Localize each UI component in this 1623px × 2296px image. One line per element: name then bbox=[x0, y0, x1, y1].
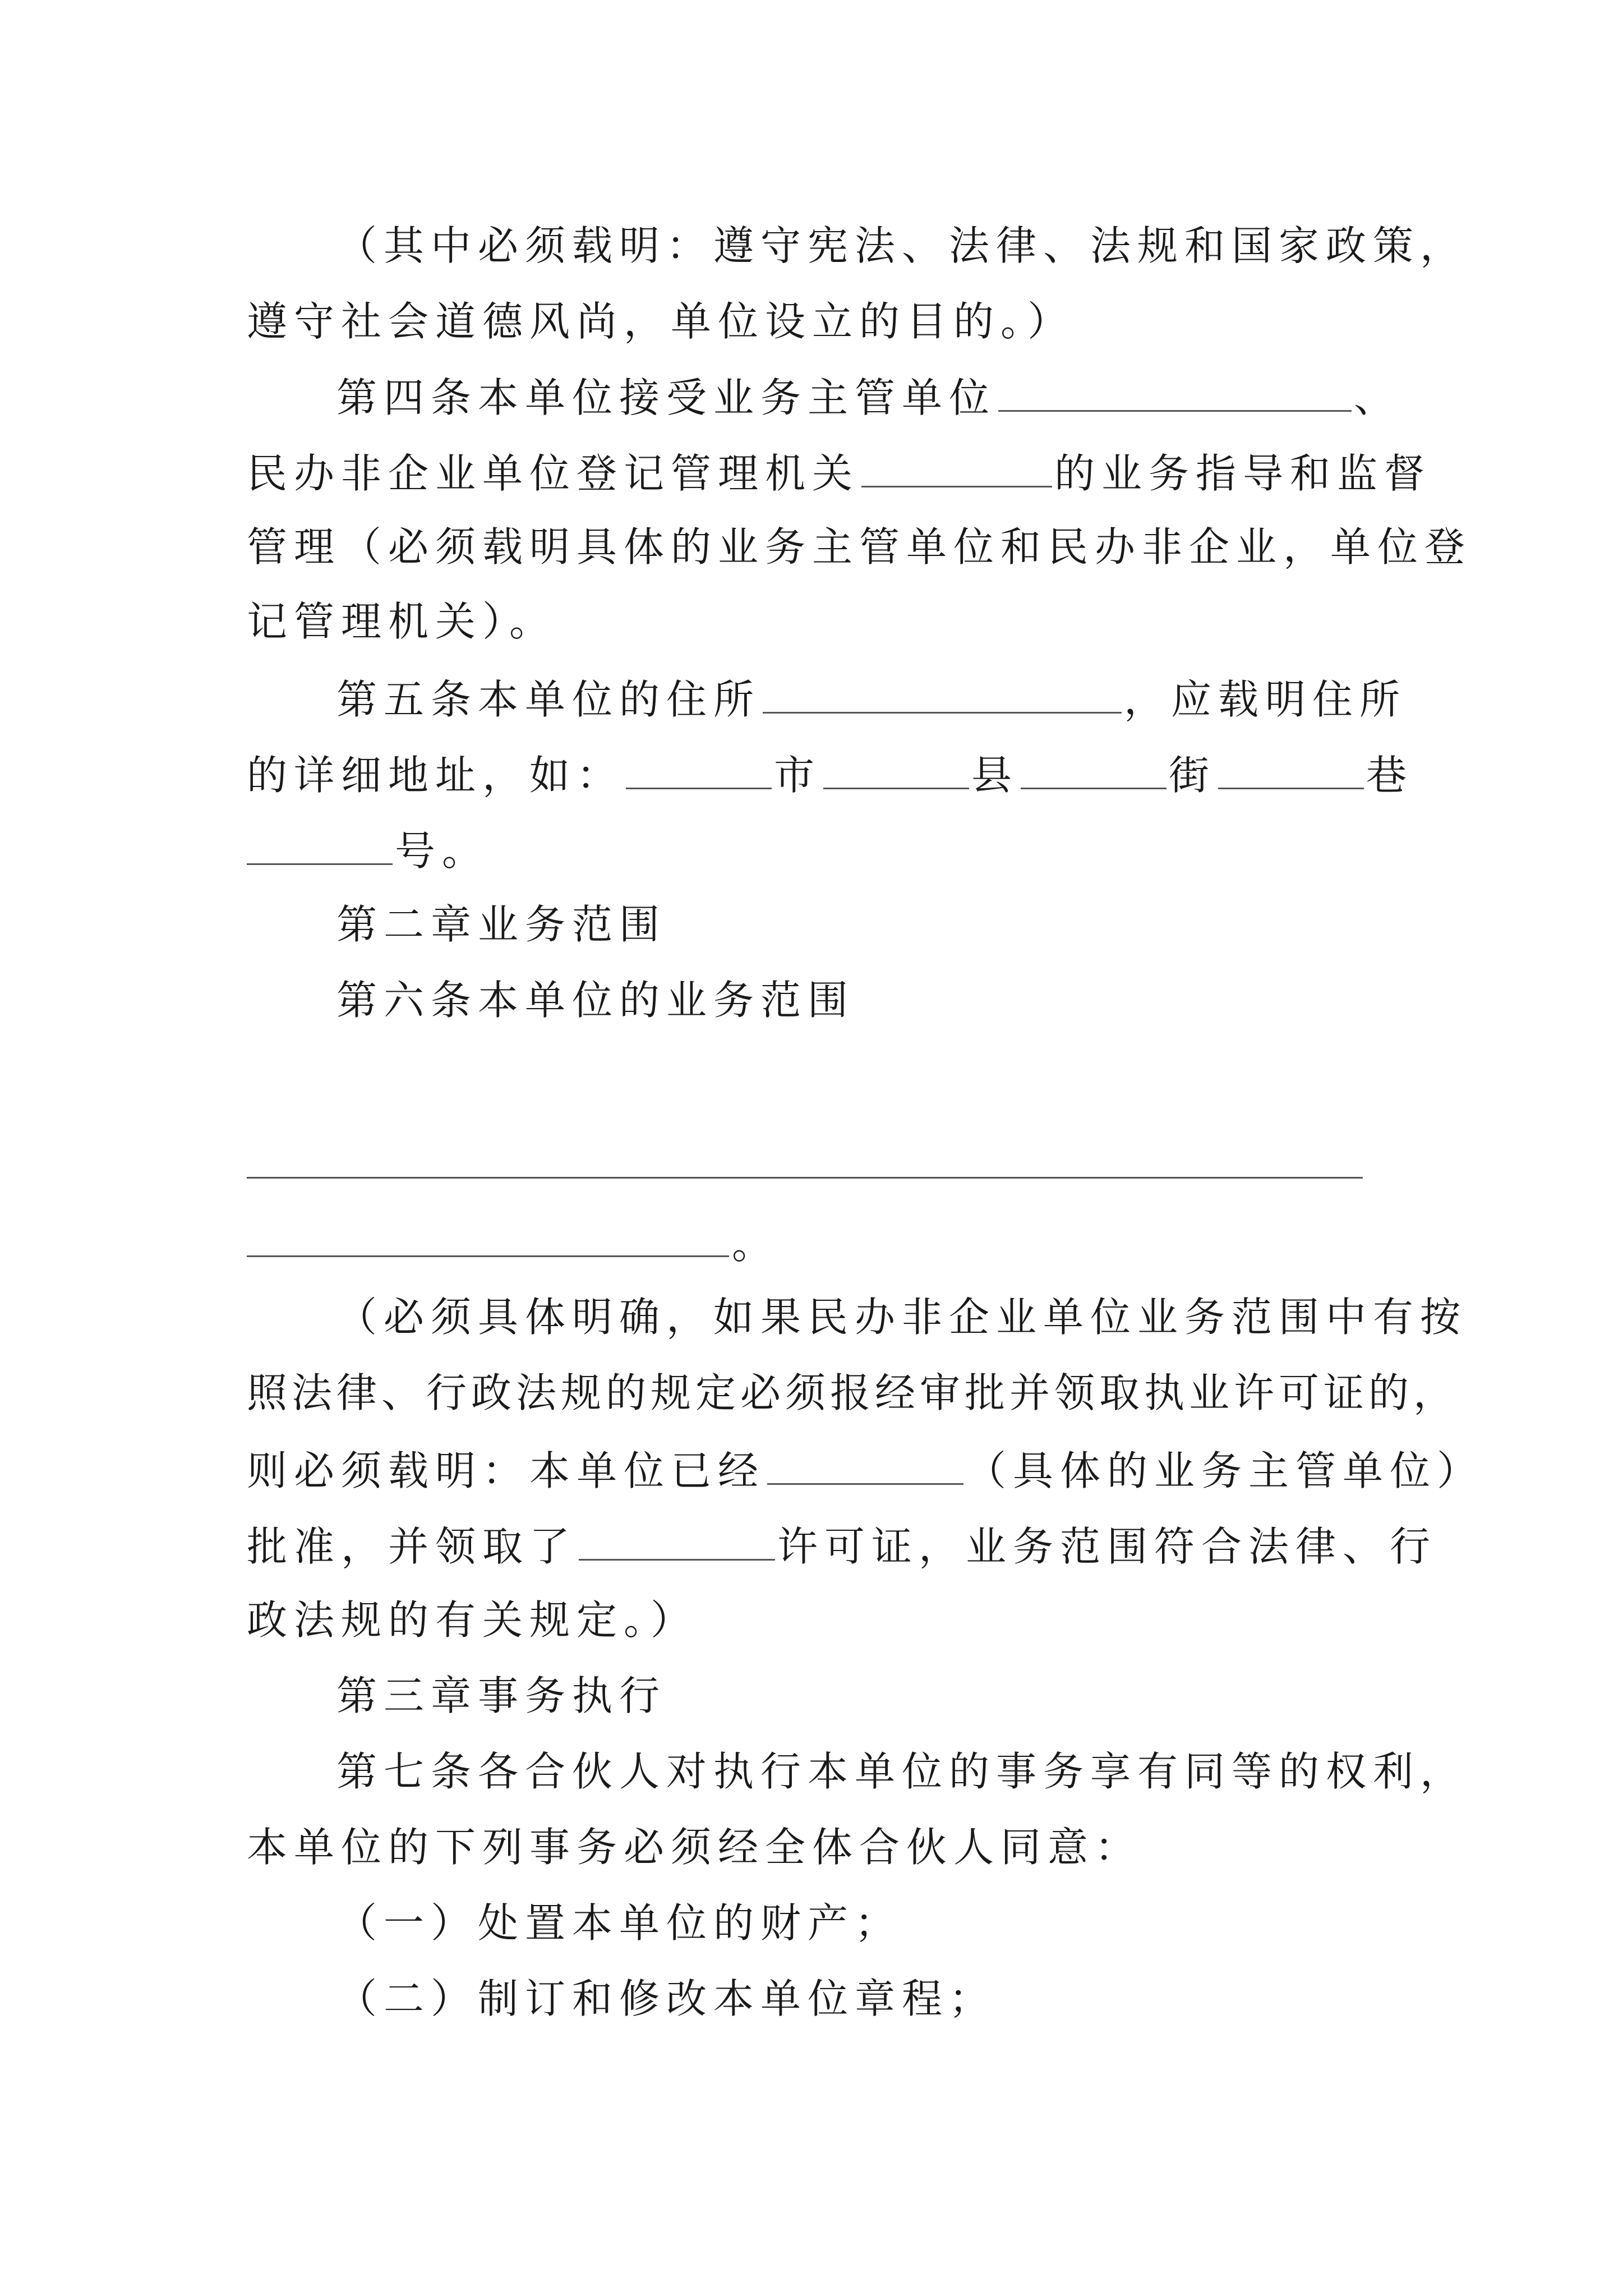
art4-line1-text: 第四条本单位接受业务主管单位 bbox=[336, 374, 997, 421]
art7-item1: （一）处置本单位的财产； bbox=[336, 1899, 902, 1947]
number-blank[interactable] bbox=[247, 826, 393, 865]
art5-line3 bbox=[247, 826, 489, 873]
art7-item2: （二）制订和修改本单位章程； bbox=[336, 1975, 997, 2022]
city-label: 市 bbox=[774, 752, 822, 799]
note6-line4 bbox=[247, 1522, 1437, 1569]
lane-label: 巷 bbox=[1366, 752, 1414, 799]
business-scope-blank-line1[interactable] bbox=[247, 1177, 1363, 1179]
art4-line2-end: 的业务指导和监督 bbox=[1054, 450, 1432, 497]
chapter-3-heading: 第三章事务执行 bbox=[336, 1672, 667, 1719]
residence-blank[interactable] bbox=[763, 675, 1122, 714]
art5-line2 bbox=[247, 751, 1413, 798]
note6-line1: （必须具体明确，如果民办非企业单位业务范围中有按 bbox=[336, 1294, 1468, 1341]
art4-line1-end: 、 bbox=[1354, 374, 1401, 421]
art5-line1 bbox=[336, 675, 1407, 722]
art7-line2: 本单位的下列事务必须经全体合伙人同意： bbox=[247, 1824, 1142, 1871]
note6-line4-end: 许可证，业务范围符合法律、行 bbox=[777, 1523, 1437, 1570]
county-blank[interactable] bbox=[823, 751, 969, 789]
note6-line3-end: （具体的业务主管单位） bbox=[966, 1447, 1484, 1494]
business-scope-blank-line2[interactable] bbox=[247, 1255, 729, 1257]
license-blank[interactable] bbox=[579, 1522, 775, 1561]
street-blank[interactable] bbox=[1021, 751, 1166, 789]
approval-unit-blank[interactable] bbox=[767, 1446, 963, 1485]
art5-line1-end: ，应载明住所 bbox=[1124, 676, 1407, 723]
number-label: 号。 bbox=[395, 827, 490, 875]
street-label: 街 bbox=[1169, 752, 1216, 799]
art4-line1 bbox=[336, 373, 1401, 420]
note6-line2: 照法律、行政法规的规定必须报经审批并领取执业许可证的， bbox=[247, 1369, 1459, 1416]
art4-line2-text: 民办非企业单位登记管理机关 bbox=[247, 450, 860, 497]
registration-authority-blank[interactable] bbox=[861, 449, 1052, 487]
art4-line3: 管理（必须载明具体的业务主管单位和民办非企业，单位登 bbox=[247, 523, 1472, 570]
city-blank[interactable] bbox=[626, 751, 772, 789]
note6-line3-text: 则必须载明：本单位已经 bbox=[247, 1447, 766, 1494]
art5-line1-text: 第五条本单位的住所 bbox=[336, 676, 761, 723]
note6-line3 bbox=[247, 1446, 1484, 1493]
para1-line2: 遵守社会道德风尚，单位设立的目的。） bbox=[247, 298, 1075, 345]
art6-line1: 第六条本单位的业务范围 bbox=[336, 977, 855, 1024]
art4-line2 bbox=[247, 449, 1431, 496]
art6-end: 。 bbox=[732, 1221, 780, 1268]
art5-line2-text: 的详细地址，如： bbox=[247, 752, 624, 799]
business-unit-blank[interactable] bbox=[998, 373, 1352, 412]
note6-line5: 政法规的有关规定。） bbox=[247, 1596, 698, 1644]
lane-blank[interactable] bbox=[1218, 751, 1364, 789]
art7-line1: 第七条各合伙人对执行本单位的事务享有同等的权利， bbox=[336, 1748, 1468, 1795]
county-label: 县 bbox=[971, 752, 1019, 799]
art4-line4: 记管理机关）。 bbox=[247, 598, 557, 645]
para1-line1: （其中必须载明：遵守宪法、法律、法规和国家政策， bbox=[336, 222, 1468, 269]
chapter-2-heading: 第二章业务范围 bbox=[336, 901, 667, 948]
note6-line4-text: 批准，并领取了 bbox=[247, 1523, 577, 1570]
